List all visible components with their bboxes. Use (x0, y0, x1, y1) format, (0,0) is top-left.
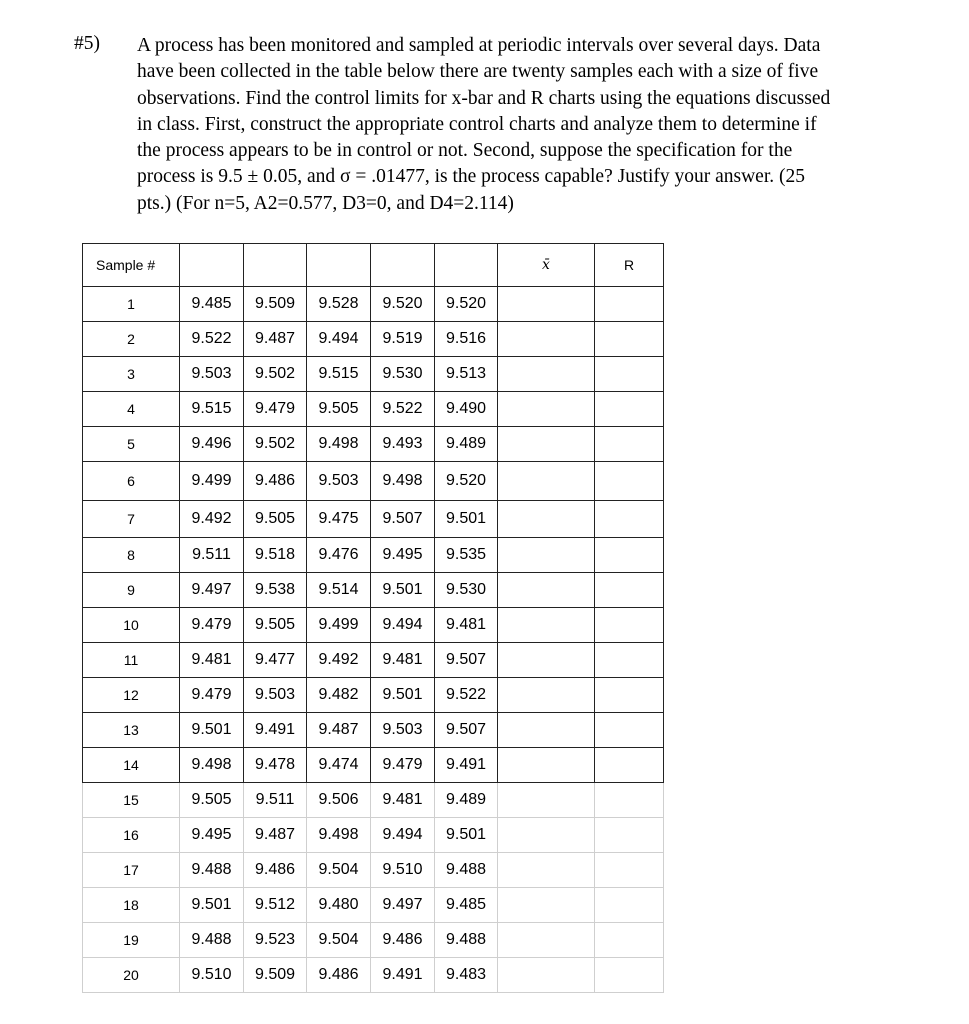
observation-cell: 9.501 (435, 818, 498, 853)
question-line: pts.) (For n=5, A2=0.577, D3=0, and D4=2.114) (137, 192, 514, 214)
xbar-cell (498, 958, 595, 993)
table-row (83, 501, 664, 538)
sample-number-cell: 14 (83, 748, 180, 783)
observation-cell: 9.509 (244, 287, 307, 322)
observation-cell: 9.520 (435, 287, 498, 322)
sample-number-cell: 9 (83, 573, 180, 608)
table-row (83, 643, 664, 678)
sample-number-cell: 8 (83, 538, 180, 573)
observation-cell: 9.504 (307, 853, 371, 888)
xbar-cell (498, 462, 595, 501)
observation-cell: 9.512 (244, 888, 307, 923)
range-cell (595, 923, 664, 958)
observation-cell: 9.503 (180, 357, 244, 392)
observation-cell: 9.510 (180, 958, 244, 993)
observation-header-empty (244, 244, 307, 287)
range-cell (595, 357, 664, 392)
table-row (83, 608, 664, 643)
observation-cell: 9.514 (307, 573, 371, 608)
xbar-cell (498, 888, 595, 923)
observation-cell: 9.499 (180, 462, 244, 501)
table-row (83, 322, 664, 357)
table-row (83, 713, 664, 748)
observation-cell: 9.487 (244, 322, 307, 357)
xbar-cell (498, 783, 595, 818)
xbar-cell (498, 818, 595, 853)
xbar-cell (498, 608, 595, 643)
observation-cell: 9.519 (371, 322, 435, 357)
observation-cell: 9.523 (244, 923, 307, 958)
range-cell (595, 678, 664, 713)
range-cell (595, 888, 664, 923)
observation-cell: 9.522 (371, 392, 435, 427)
question-line: have been collected in the table below there are twenty samples each with a size of five (137, 61, 819, 83)
observation-cell: 9.499 (307, 608, 371, 643)
observation-cell: 9.479 (244, 392, 307, 427)
question-line: observations. Find the control limits for x-bar and R charts using the equations discussed (137, 87, 831, 109)
table-row (83, 573, 664, 608)
observation-cell: 9.488 (435, 853, 498, 888)
sample-data-table (82, 243, 664, 993)
sample-number-cell: 17 (83, 853, 180, 888)
range-cell (595, 643, 664, 678)
observation-cell: 9.507 (435, 643, 498, 678)
observation-cell: 9.481 (371, 783, 435, 818)
observation-cell: 9.479 (180, 608, 244, 643)
range-cell (595, 748, 664, 783)
observation-cell: 9.474 (307, 748, 371, 783)
observation-cell: 9.492 (307, 643, 371, 678)
observation-header-empty (435, 244, 498, 287)
observation-cell: 9.493 (371, 427, 435, 462)
sample-number-cell: 18 (83, 888, 180, 923)
observation-cell: 9.513 (435, 357, 498, 392)
observation-header-empty (371, 244, 435, 287)
question-line: A process has been monitored and sampled at periodic intervals over several days. Data (137, 35, 821, 56)
table-row (83, 357, 664, 392)
observation-cell: 9.481 (371, 643, 435, 678)
observation-cell: 9.507 (435, 713, 498, 748)
observation-cell: 9.522 (435, 678, 498, 713)
observation-cell: 9.491 (435, 748, 498, 783)
range-cell (595, 501, 664, 538)
observation-cell: 9.515 (180, 392, 244, 427)
observation-header-empty (180, 244, 244, 287)
observation-cell: 9.528 (307, 287, 371, 322)
observation-cell: 9.485 (435, 888, 498, 923)
observation-cell: 9.475 (307, 501, 371, 538)
observation-cell: 9.497 (371, 888, 435, 923)
observation-cell: 9.530 (435, 573, 498, 608)
observation-cell: 9.498 (180, 748, 244, 783)
observation-cell: 9.538 (244, 573, 307, 608)
observation-cell: 9.483 (435, 958, 498, 993)
range-cell (595, 818, 664, 853)
range-cell (595, 392, 664, 427)
sample-number-cell: 10 (83, 608, 180, 643)
sample-number-cell: 3 (83, 357, 180, 392)
observation-cell: 9.477 (244, 643, 307, 678)
xbar-cell (498, 923, 595, 958)
table-row (83, 748, 664, 783)
observation-cell: 9.520 (371, 287, 435, 322)
range-cell (595, 462, 664, 501)
observation-cell: 9.489 (435, 783, 498, 818)
table-row (83, 678, 664, 713)
xbar-cell (498, 573, 595, 608)
table-row (83, 853, 664, 888)
xbar-cell (498, 538, 595, 573)
table-row (83, 427, 664, 462)
observation-cell: 9.505 (244, 608, 307, 643)
range-cell (595, 538, 664, 573)
range-cell (595, 322, 664, 357)
sample-number-cell: 6 (83, 462, 180, 501)
table-header-row (83, 244, 664, 287)
observation-cell: 9.488 (435, 923, 498, 958)
table-row (83, 888, 664, 923)
question-line: process is 9.5 ± 0.05, and σ = .01477, is the process capable? Justify your answer. (25 (137, 166, 805, 188)
sample-number-cell: 12 (83, 678, 180, 713)
range-header: R (595, 244, 664, 287)
xbar-cell (498, 501, 595, 538)
table-row (83, 818, 664, 853)
observation-cell: 9.503 (371, 713, 435, 748)
observation-cell: 9.490 (435, 392, 498, 427)
observation-cell: 9.511 (244, 783, 307, 818)
xbar-cell (498, 392, 595, 427)
observation-cell: 9.488 (180, 923, 244, 958)
observation-cell: 9.497 (180, 573, 244, 608)
sample-number-cell: 20 (83, 958, 180, 993)
observation-cell: 9.488 (180, 853, 244, 888)
question-number: #5) (74, 33, 100, 54)
xbar-cell (498, 287, 595, 322)
table-row (83, 923, 664, 958)
observation-cell: 9.480 (307, 888, 371, 923)
table-row (83, 958, 664, 993)
observation-cell: 9.515 (307, 357, 371, 392)
sample-number-cell: 7 (83, 501, 180, 538)
observation-cell: 9.501 (435, 501, 498, 538)
observation-cell: 9.501 (180, 713, 244, 748)
sample-number-cell: 16 (83, 818, 180, 853)
observation-cell: 9.495 (371, 538, 435, 573)
sample-number-cell: 4 (83, 392, 180, 427)
observation-cell: 9.486 (307, 958, 371, 993)
sample-number-cell: 2 (83, 322, 180, 357)
xbar-cell (498, 427, 595, 462)
sample-number-cell: 19 (83, 923, 180, 958)
observation-cell: 9.504 (307, 923, 371, 958)
observation-cell: 9.478 (244, 748, 307, 783)
range-cell (595, 427, 664, 462)
observation-cell: 9.487 (244, 818, 307, 853)
observation-cell: 9.498 (307, 427, 371, 462)
range-cell (595, 783, 664, 818)
table-row (83, 462, 664, 501)
observation-cell: 9.518 (244, 538, 307, 573)
xbar-cell (498, 713, 595, 748)
observation-header-empty (307, 244, 371, 287)
observation-cell: 9.511 (180, 538, 244, 573)
observation-cell: 9.494 (371, 608, 435, 643)
sample-number-cell: 5 (83, 427, 180, 462)
observation-cell: 9.486 (244, 853, 307, 888)
table-row (83, 783, 664, 818)
range-cell (595, 608, 664, 643)
observation-cell: 9.509 (244, 958, 307, 993)
observation-cell: 9.510 (371, 853, 435, 888)
observation-cell: 9.486 (371, 923, 435, 958)
observation-cell: 9.481 (180, 643, 244, 678)
xbar-header: x̄ (498, 244, 595, 287)
sample-number-cell: 11 (83, 643, 180, 678)
observation-cell: 9.503 (307, 462, 371, 501)
range-cell (595, 853, 664, 888)
observation-cell: 9.501 (371, 678, 435, 713)
observation-cell: 9.476 (307, 538, 371, 573)
observation-cell: 9.505 (307, 392, 371, 427)
question-line: in class. First, construct the appropriate control charts and analyze them to determine if (137, 113, 817, 135)
observation-cell: 9.520 (435, 462, 498, 501)
observation-cell: 9.506 (307, 783, 371, 818)
range-cell (595, 958, 664, 993)
observation-cell: 9.494 (307, 322, 371, 357)
observation-cell: 9.522 (180, 322, 244, 357)
observation-cell: 9.505 (244, 501, 307, 538)
observation-cell: 9.479 (371, 748, 435, 783)
observation-cell: 9.498 (371, 462, 435, 501)
xbar-cell (498, 322, 595, 357)
observation-cell: 9.487 (307, 713, 371, 748)
xbar-cell (498, 678, 595, 713)
xbar-cell (498, 357, 595, 392)
observation-cell: 9.485 (180, 287, 244, 322)
sample-number-cell: 13 (83, 713, 180, 748)
xbar-cell (498, 853, 595, 888)
observation-cell: 9.502 (244, 357, 307, 392)
xbar-cell (498, 748, 595, 783)
question-text (137, 33, 927, 217)
observation-cell: 9.495 (180, 818, 244, 853)
observation-cell: 9.507 (371, 501, 435, 538)
table-row (83, 538, 664, 573)
observation-cell: 9.482 (307, 678, 371, 713)
sample-number-header: Sample # (83, 244, 180, 287)
observation-cell: 9.494 (371, 818, 435, 853)
observation-cell: 9.503 (244, 678, 307, 713)
question-line: the process appears to be in control or not. Second, suppose the specification for the (137, 140, 793, 162)
observation-cell: 9.530 (371, 357, 435, 392)
observation-cell: 9.489 (435, 427, 498, 462)
range-cell (595, 287, 664, 322)
observation-cell: 9.502 (244, 427, 307, 462)
observation-cell: 9.491 (244, 713, 307, 748)
sample-number-cell: 1 (83, 287, 180, 322)
table-row (83, 287, 664, 322)
range-cell (595, 573, 664, 608)
observation-cell: 9.486 (244, 462, 307, 501)
observation-cell: 9.479 (180, 678, 244, 713)
observation-cell: 9.516 (435, 322, 498, 357)
observation-cell: 9.496 (180, 427, 244, 462)
table-row (83, 392, 664, 427)
observation-cell: 9.535 (435, 538, 498, 573)
xbar-cell (498, 643, 595, 678)
observation-cell: 9.491 (371, 958, 435, 993)
sample-number-cell: 15 (83, 783, 180, 818)
observation-cell: 9.505 (180, 783, 244, 818)
observation-cell: 9.501 (371, 573, 435, 608)
observation-cell: 9.492 (180, 501, 244, 538)
observation-cell: 9.501 (180, 888, 244, 923)
range-cell (595, 713, 664, 748)
observation-cell: 9.498 (307, 818, 371, 853)
observation-cell: 9.481 (435, 608, 498, 643)
